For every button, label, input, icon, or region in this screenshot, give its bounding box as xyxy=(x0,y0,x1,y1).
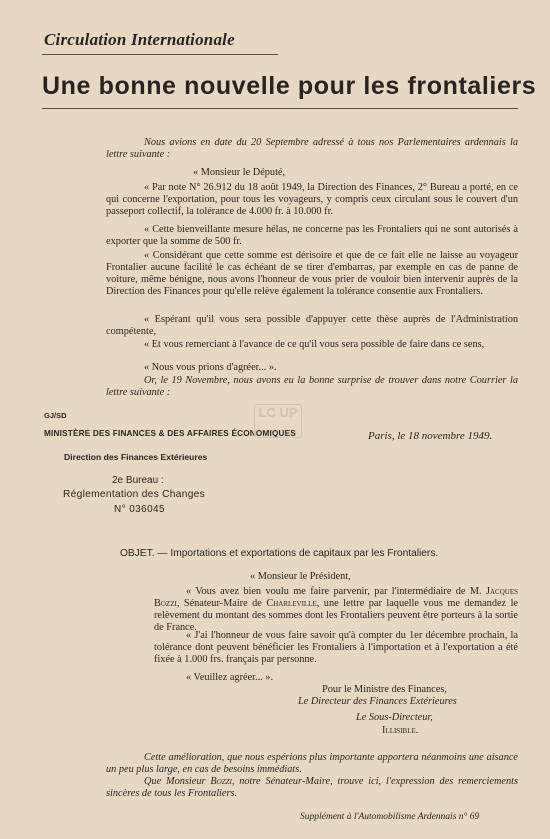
reference-number: N° 036045 xyxy=(114,504,165,515)
letter1-salutation: « Monsieur le Député, xyxy=(193,167,286,178)
headline: Une bonne nouvelle pour les frontaliers xyxy=(42,72,537,100)
letter2-paragraph-2: « J'ai l'honneur de vous faire savoir qu'à compter du 1er décembre prochain, la tolérance dont peuvent bénéficier les Frontaliers à l'importation et à l'exportation a été fixée à 1.000 frs. français par personne. xyxy=(154,630,518,665)
objet-label: OBJET. — xyxy=(120,548,168,559)
reference-code: GJ/SD xyxy=(44,411,67,420)
letter2-closing: « Veuillez agréer... ». xyxy=(186,672,274,683)
bureau-label: 2e Bureau : xyxy=(112,475,164,486)
intro-paragraph: Nous avions en date du 20 Septembre adressé à tous nos Parlementaires ardennais la lettre suivante : xyxy=(106,137,518,160)
objet-line xyxy=(120,548,438,559)
signature-line-4: Illisible. xyxy=(382,725,419,736)
conclusion-p2-part-b: , notre Sénateur-Maire, trouve ici, l'expression des remerciements sincères de tous les Frontaliers. xyxy=(106,776,518,799)
conclusion-paragraph-1: Cette amélioration, que nous espérions plus importante apportera néanmoins une aisance un peu plus large, en cas de besoins immédiats. xyxy=(106,752,518,775)
signature-line-3: Le Sous-Directeur, xyxy=(356,712,433,723)
direction-name: Direction des Finances Extérieures xyxy=(64,452,208,462)
letter2-paragraph-1 xyxy=(154,586,518,634)
conclusion-paragraph-2 xyxy=(106,776,518,800)
letter1-paragraph-5: « Et vous remerciant à l'avance de ce qu'il vous sera possible de faire dans ce sens, xyxy=(144,339,485,350)
letter1-paragraph-3: « Considérant que cette somme est dérisoire et que de ce fait elle ne laisse au voyageur Frontalier aucune facilité le cas échéant de se tirer d'embarras, par exemple en cas de panne de voiture, même bénigne, nous avons l'honneur de vous prier de vouloir bien intervenir auprès de la Direction des Finances pour qu'elle relève également la tolérance consentie aux Frontaliers. xyxy=(106,250,518,297)
letter2-salutation: « Monsieur le Président, xyxy=(250,571,351,582)
conclusion-p2-name: Bozzi xyxy=(210,776,232,787)
conclusion-p2-part-a: Que Monsieur xyxy=(144,776,206,787)
footer-note: Supplément à l'Automobilisme Ardennais n° 69 xyxy=(300,812,480,822)
transition-paragraph: Or, le 19 Novembre, nous avons eu la bonne surprise de trouver dans notre Courrier la lettre suivante : xyxy=(106,375,518,398)
section-rule xyxy=(42,54,278,55)
letter2-p1-city: Charleville xyxy=(266,598,317,609)
signature-line-2: Le Directeur des Finances Extérieures xyxy=(298,696,457,707)
letter1-paragraph-2: « Cette bienveillante mesure hélas, ne concerne pas les Frontaliers qui ne sont autorisés à exporter que la somme de 500 fr. xyxy=(106,224,518,247)
letter1-paragraph-4: « Espérant qu'il vous sera possible d'appuyer cette thèse auprès de l'Administration compétente, xyxy=(106,314,518,337)
letter2-p1-part-c: , une lettre par laquelle vous me demandez le relèvement du montant des sommes dont les Frontaliers peuvent être porteurs à la sortie de France. xyxy=(154,598,519,633)
letter-date: Paris, le 18 novembre 1949. xyxy=(368,430,493,442)
headline-rule xyxy=(42,108,518,109)
service-name: Réglementation des Changes xyxy=(63,489,206,500)
letter2-p1-part-b: , Sénateur-Maire de xyxy=(176,598,262,609)
letter2-p1-name: Jacques Bozzi xyxy=(154,586,518,609)
watermark-stamp: LC UP xyxy=(254,404,302,438)
signature-line-1: Pour le Ministre des Finances, xyxy=(322,684,447,695)
section-title: Circulation Internationale xyxy=(44,30,235,49)
letter1-paragraph-1: « Par note N° 26.912 du 18 août 1949, la Direction des Finances, 2° Bureau a porté, en ce qui concerne l'exportation, pour tous les voyageurs, y compris ceux circulant sous le couvert d'un passeport collectif, la tolérance de 4.000 fr. à 10.000 fr. xyxy=(106,182,518,217)
ministry-name: MINISTÈRE DES FINANCES & DES AFFAIRES ÉCONOMIQUES xyxy=(44,429,296,438)
objet-text: Importations et exportations de capitaux par les Frontaliers. xyxy=(170,548,439,559)
letter1-closing: « Nous vous prions d'agréer... ». xyxy=(144,362,277,373)
letter2-p1-part-a: « Vous avez bien voulu me faire parvenir, par l'intermédiaire de M. xyxy=(186,586,482,597)
